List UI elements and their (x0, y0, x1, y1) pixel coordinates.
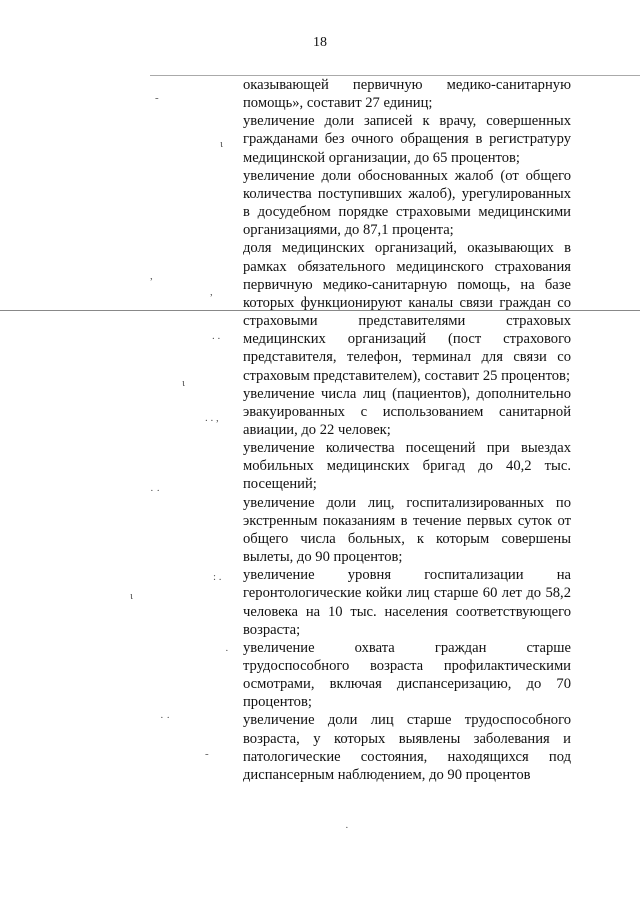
paragraph: доля медицинских организаций, оказывающих в рамках обязательного медицинского страхования первичную медико-санитарную помощь, на базе которых функционируют каналы связи граждан со страховыми представителями страховых медицинских организаций (пост страхового представителя, телефон, терминал для связи со страховым представителем), составит 25 процентов; (243, 240, 571, 384)
paragraph: увеличение числа лиц (пациентов), дополнительно эвакуированных с использованием санитарной авиации, до 22 человек; (243, 385, 571, 438)
scan-speck: , (210, 286, 213, 298)
scan-speck: ι (182, 377, 185, 389)
scan-speck: - (155, 92, 159, 104)
scan-speck: · · (160, 712, 171, 724)
paragraph: увеличение доли обоснованных жалоб (от общего количества поступивших жалоб), урегулированных в досудебном порядке страховыми медицинскими организациями, до 87,1 процента; (243, 167, 571, 239)
scan-speck: ι (130, 590, 133, 602)
paragraph: увеличение доли записей к врачу, совершенных гражданами без очного обращения в регистратуру медицинской организации, до 65 процентов; (243, 113, 571, 166)
scan-speck: . . , (205, 412, 219, 424)
scan-speck: · (345, 822, 349, 834)
scan-speck: · · (150, 485, 161, 497)
scan-speck: . . (212, 330, 221, 342)
paragraph: увеличение доли лиц старше трудоспособного возраста, у которых выявлены заболевания и патологические состояния, находящихся под диспансерным наблюдением, до 90 процентов (243, 712, 571, 783)
body-text (243, 76, 571, 784)
paragraph: увеличение количества посещений при выездах мобильных медицинских бригад до 40,2 тыс. посещений; (243, 440, 571, 493)
page-number: 18 (313, 35, 327, 50)
paragraph: увеличение доли лиц, госпитализированных по экстренным показаниям в течение первых суток от общего числа больных, к которым совершены вылеты, до 90 процентов; (243, 494, 571, 566)
paragraph: увеличение охвата граждан старше трудоспособного возраста профилактическими осмотрами, включая диспансеризацию, до 70 процентов; (243, 639, 571, 711)
scan-speck: : . (213, 571, 222, 583)
scan-speck: · (225, 645, 229, 657)
scan-speck: - (205, 748, 209, 760)
paragraph: оказывающей первичную медико-санитарную помощь», составит 27 единиц; (243, 77, 571, 112)
scan-speck: , (150, 270, 153, 282)
scan-speck: ι (220, 138, 223, 150)
paragraph: увеличение уровня госпитализации на геронтологические койки лиц старше 60 лет до 58,2 человека на 10 тыс. населения соответствующего возраста; (243, 567, 571, 638)
